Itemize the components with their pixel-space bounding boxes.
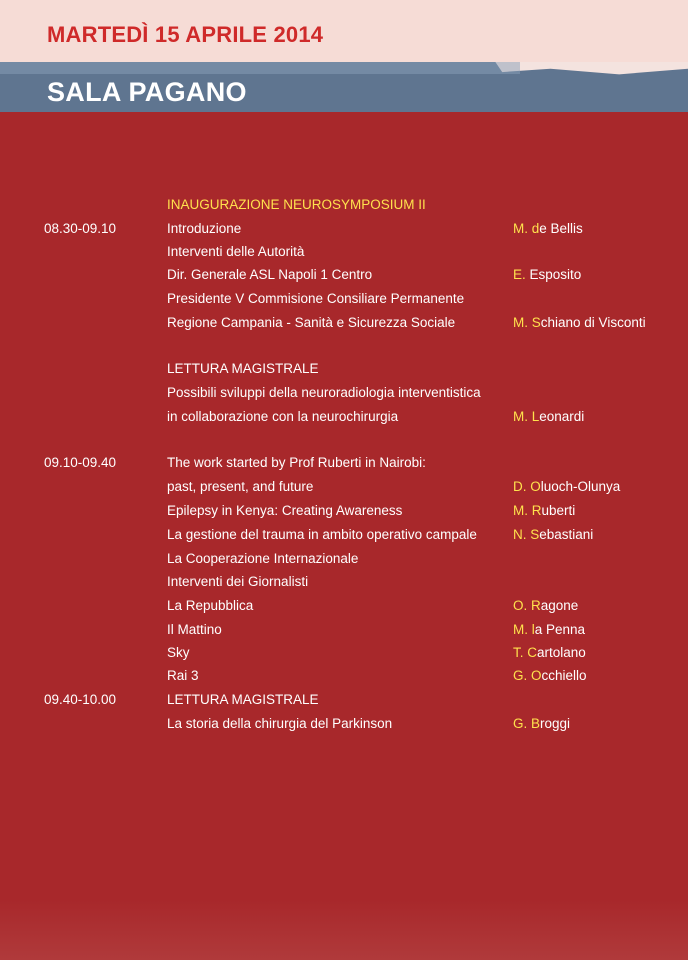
speaker-surname: uberti xyxy=(541,503,576,518)
program-row xyxy=(0,665,688,687)
speaker-initial: N. S xyxy=(513,527,540,542)
program-item: Presidente V Commisione Consiliare Permanente xyxy=(167,291,465,306)
program-row xyxy=(0,524,688,546)
program-item: Introduzione xyxy=(167,221,242,236)
program-item: Dir. Generale ASL Napoli 1 Centro xyxy=(167,267,373,282)
speaker-initial: M. R xyxy=(513,503,542,518)
speaker-initial: T. C xyxy=(513,645,538,660)
program-row xyxy=(0,713,688,735)
speaker-surname: eonardi xyxy=(539,409,585,424)
program-row xyxy=(0,312,688,334)
program-item: La storia della chirurgia del Parkinson xyxy=(167,716,393,731)
time-slot: 09.10-09.40 xyxy=(44,455,117,470)
speaker-initial: E. xyxy=(513,267,526,282)
program-item: Epilepsy in Kenya: Creating Awareness xyxy=(167,503,403,518)
program-row xyxy=(0,500,688,522)
speaker-surname: ebastiani xyxy=(539,527,594,542)
speaker-initial: M. d xyxy=(513,221,540,236)
program-item: The work started by Prof Ruberti in Nairobi: xyxy=(167,455,426,470)
program-row xyxy=(0,476,688,498)
program-row xyxy=(0,406,688,428)
program-item: past, present, and future xyxy=(167,479,314,494)
speaker-name xyxy=(513,713,570,735)
speaker-initial: O. R xyxy=(513,598,541,613)
speaker-initial: D. O xyxy=(513,479,541,494)
program-row xyxy=(0,358,688,380)
speaker-initial: G. O xyxy=(513,668,542,683)
page-date: MARTEDÌ 15 APRILE 2014 xyxy=(47,22,324,47)
speaker-name xyxy=(513,312,646,334)
speaker-initial: M. S xyxy=(513,315,541,330)
program-row xyxy=(0,619,688,641)
speaker-initial: G. B xyxy=(513,716,541,731)
program-item: LETTURA MAGISTRALE xyxy=(167,361,319,376)
speaker-surname: artolano xyxy=(537,645,586,660)
speaker-surname: agone xyxy=(540,598,579,613)
program-row xyxy=(0,264,688,286)
speaker-name xyxy=(513,595,578,617)
program-row xyxy=(0,218,688,240)
program-item: La Cooperazione Internazionale xyxy=(167,551,359,566)
speaker-name xyxy=(513,642,586,664)
speaker-name xyxy=(513,218,583,240)
speaker-name xyxy=(513,476,620,498)
hall-title: SALA PAGANO xyxy=(47,77,247,107)
time-slot: 09.40-10.00 xyxy=(44,692,117,707)
program-row xyxy=(0,288,688,310)
speaker-name xyxy=(513,665,587,687)
program-item: Sky xyxy=(167,645,190,660)
speaker-name xyxy=(513,264,581,286)
program-row xyxy=(0,642,688,664)
speaker-surname: luoch-Olunya xyxy=(540,479,621,494)
program-item: Possibili sviluppi della neuroradiologia interventistica xyxy=(167,385,481,400)
program-item: La gestione del trauma in ambito operativo campale xyxy=(167,527,477,542)
speaker-name xyxy=(513,619,585,641)
program-row xyxy=(0,548,688,570)
speaker-initial: M. L xyxy=(513,409,540,424)
program-row xyxy=(0,689,688,711)
program-item: INAUGURAZIONE NEUROSYMPOSIUM II xyxy=(167,197,426,212)
speaker-surname: Esposito xyxy=(525,267,582,282)
program-item: Rai 3 xyxy=(167,668,199,683)
program-row xyxy=(0,382,688,404)
speaker-surname: cchiello xyxy=(541,668,587,683)
speaker-surname: e Bellis xyxy=(539,221,583,236)
hall-band-highlight xyxy=(0,62,520,74)
program-row xyxy=(0,241,688,263)
speaker-surname: a Penna xyxy=(534,622,586,637)
speaker-surname: chiano di Visconti xyxy=(540,315,646,330)
program-item: Il Mattino xyxy=(167,622,222,637)
program-row xyxy=(0,452,688,474)
program-row xyxy=(0,571,688,593)
speaker-name xyxy=(513,524,593,546)
program-row xyxy=(0,595,688,617)
program-item: Interventi dei Giornalisti xyxy=(167,574,309,589)
program-item: La Repubblica xyxy=(167,598,254,613)
bottom-fade xyxy=(0,900,688,960)
program-item: LETTURA MAGISTRALE xyxy=(167,692,319,707)
program-row xyxy=(0,194,688,216)
speaker-name xyxy=(513,406,584,428)
program-item: Regione Campania - Sanità e Sicurezza Sociale xyxy=(167,315,456,330)
program-item: in collaborazione con la neurochirurgia xyxy=(167,409,399,424)
program-item: Interventi delle Autorità xyxy=(167,244,305,259)
time-slot: 08.30-09.10 xyxy=(44,221,117,236)
speaker-surname: roggi xyxy=(540,716,571,731)
speaker-initial: M. l xyxy=(513,622,535,637)
speaker-name xyxy=(513,500,575,522)
